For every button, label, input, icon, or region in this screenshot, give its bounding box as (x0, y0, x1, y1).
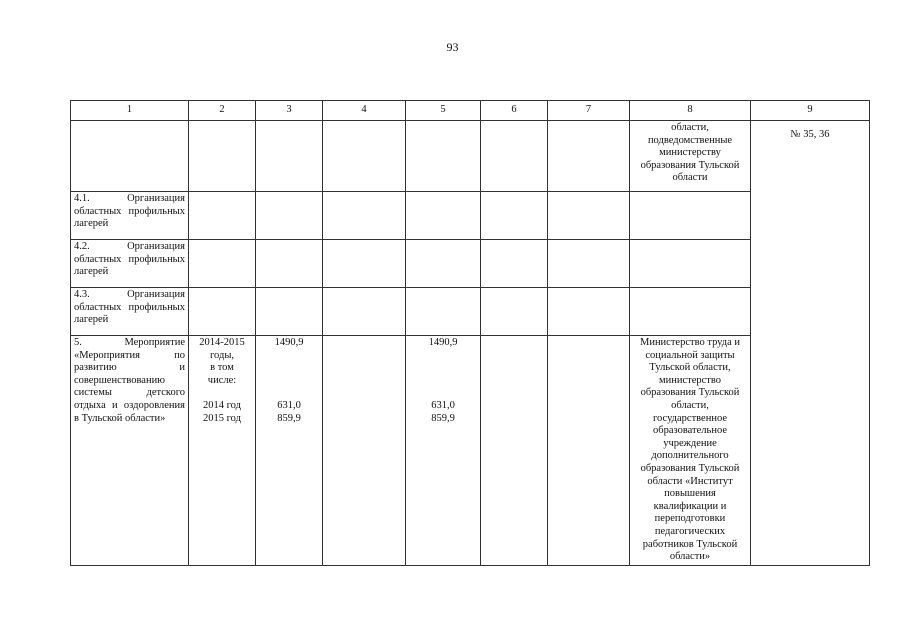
period-cell: 2014-2015 годы, в том числе: 2014 год 2015 год (189, 336, 256, 566)
table-cell (548, 240, 630, 288)
table-row-4-1 (71, 192, 870, 240)
table-cell (548, 121, 630, 192)
table-cell (406, 240, 481, 288)
table-cell (323, 288, 406, 336)
header-col-3: 3 (256, 101, 323, 121)
table-cell (548, 192, 630, 240)
table-row-4-3 (71, 288, 870, 336)
table-cell (481, 192, 548, 240)
table-cell (256, 288, 323, 336)
table-cell (323, 192, 406, 240)
subitem-title-cell: 4.2. Организация областных профильных лагерей (71, 240, 189, 288)
table-row-4-2 (71, 240, 870, 288)
document-reference-cell: № 35, 36 (751, 121, 870, 566)
header-col-6: 6 (481, 101, 548, 121)
executor-cell-continuation: области, подведомственные министерству образования Тульской области (630, 121, 751, 192)
table-cell (481, 240, 548, 288)
table-cell (406, 121, 481, 192)
header-col-4: 4 (323, 101, 406, 121)
table-cell (189, 288, 256, 336)
table-cell (548, 336, 630, 566)
header-col-7: 7 (548, 101, 630, 121)
measure-title-cell: 5. Мероприятие «Мероприятия по развитию и совершенствованию системы детского отдыха и оздоровления в Тульской области» (71, 336, 189, 566)
table-cell (630, 240, 751, 288)
header-col-9: 9 (751, 101, 870, 121)
measures-table (70, 100, 870, 566)
table-cell (630, 288, 751, 336)
table-cell (481, 288, 548, 336)
table-row-continuation (71, 121, 870, 192)
table-cell (256, 240, 323, 288)
table-cell (481, 336, 548, 566)
header-row (71, 101, 870, 121)
table-cell (481, 121, 548, 192)
subitem-title-cell: 4.3. Организация областных профильных лагерей (71, 288, 189, 336)
table-cell (323, 121, 406, 192)
table-cell (406, 288, 481, 336)
table-cell (189, 240, 256, 288)
page-number: 93 (446, 40, 459, 54)
table-cell (189, 192, 256, 240)
table-row-measure-5 (71, 336, 870, 566)
executor-cell: Министерство труда и социальной защиты Тульской области, министерство образования Тульской области, государственное образовательное учреждение дополнительного образования Тульской области «Институт повышения квалификации и переподготовки педагогических работников Тульской области» (630, 336, 751, 566)
table-cell (256, 121, 323, 192)
subitem-title-cell: 4.1. Организация областных профильных лагерей (71, 192, 189, 240)
table-cell (630, 192, 751, 240)
table-cell (406, 192, 481, 240)
header-col-2: 2 (189, 101, 256, 121)
regional-funding-cell: 1490,9 631,0 859,9 (406, 336, 481, 566)
table-cell (323, 240, 406, 288)
table-cell (189, 121, 256, 192)
table-cell (323, 336, 406, 566)
header-col-5: 5 (406, 101, 481, 121)
table-cell (548, 288, 630, 336)
header-col-8: 8 (630, 101, 751, 121)
table-cell (71, 121, 189, 192)
table-cell (256, 192, 323, 240)
header-col-1: 1 (71, 101, 189, 121)
total-funding-cell: 1490,9 631,0 859,9 (256, 336, 323, 566)
